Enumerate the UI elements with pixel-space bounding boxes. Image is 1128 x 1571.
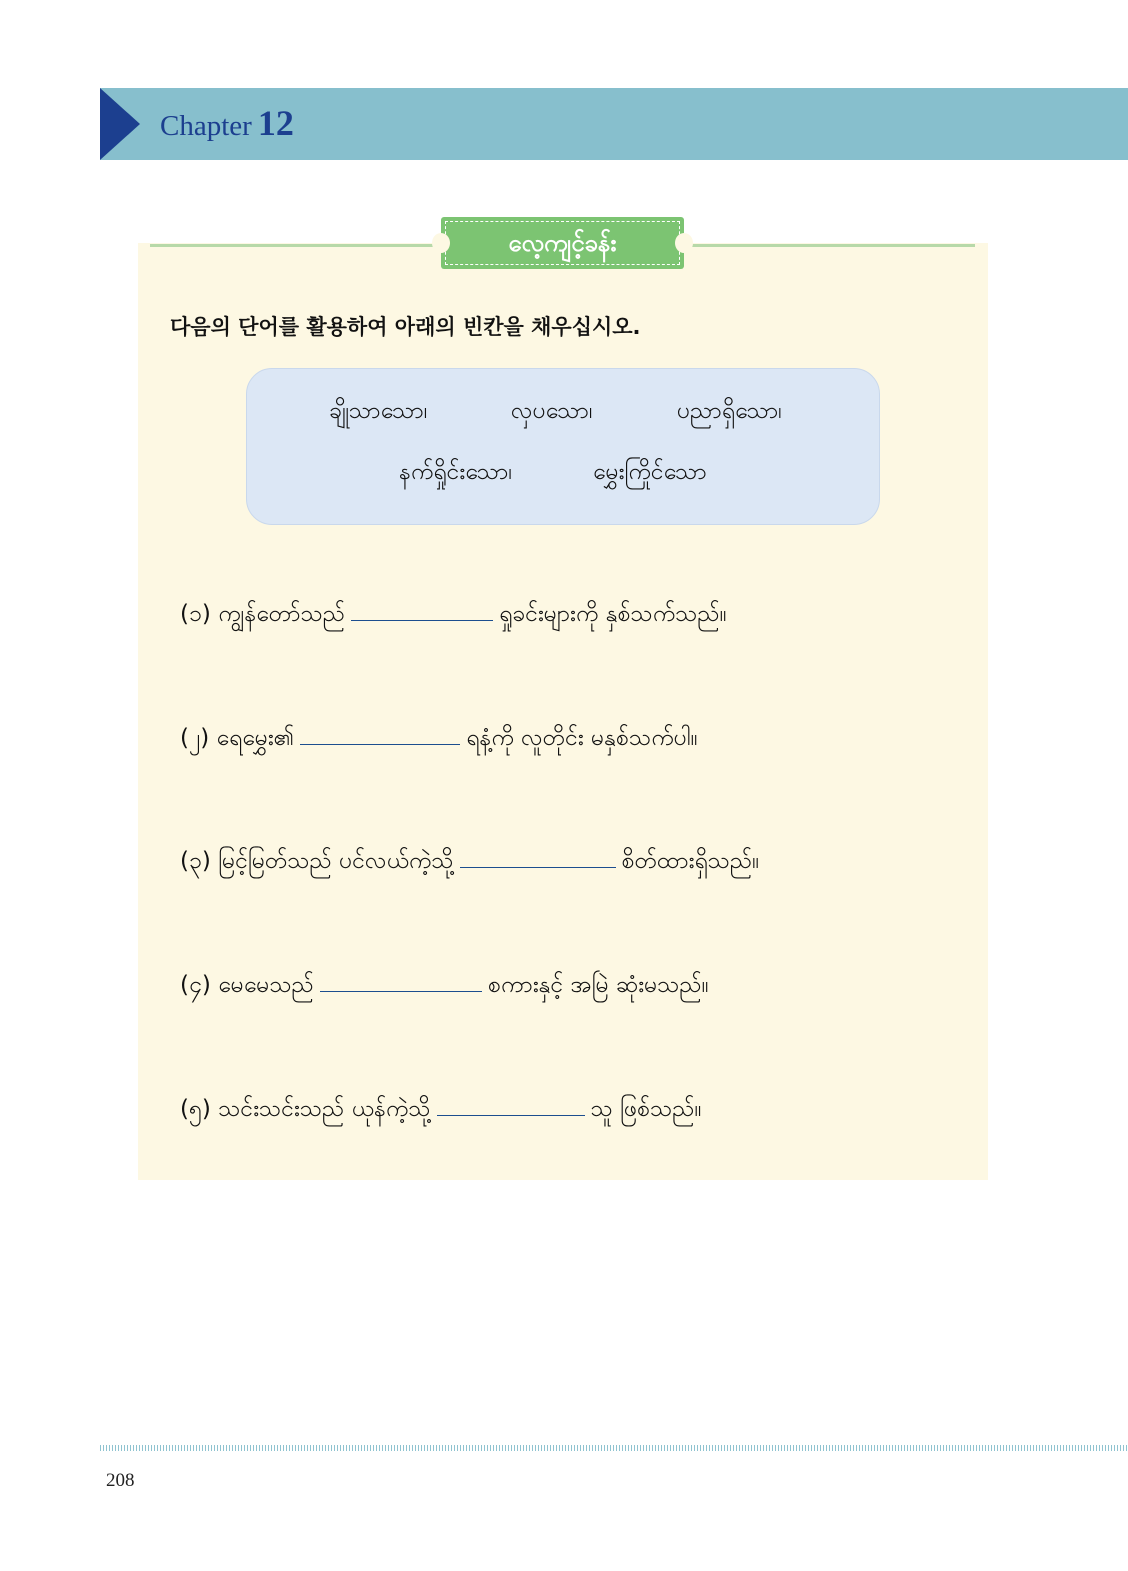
question-1-blank[interactable]: [351, 598, 493, 621]
question-3-before: (၃) မြင့်မြတ်သည် ပင်လယ်ကဲ့သို့: [180, 848, 454, 874]
question-2-blank[interactable]: [300, 722, 460, 745]
word-bank-item: ပညာရှိသော၊: [677, 398, 782, 424]
chapter-label: Chapter: [160, 110, 252, 142]
question-5-before: (၅) သင်းသင်းသည် ယုန်ကဲ့သို့: [180, 1096, 431, 1122]
word-bank-box: [246, 368, 880, 525]
question-5-blank[interactable]: [437, 1093, 585, 1116]
chapter-number: 12: [257, 103, 294, 143]
question-3: [180, 843, 759, 879]
word-bank-item: နက်ရှိုင်းသော၊: [399, 459, 513, 485]
question-5: [180, 1091, 702, 1127]
chapter-title: [160, 103, 294, 146]
word-bank-item: ချိုသာသော၊: [329, 398, 428, 424]
question-2-before: (၂) ရေမွှေး၏: [180, 725, 295, 751]
question-5-after: သူ ဖြစ်သည်။: [590, 1096, 702, 1122]
section-tag: [441, 217, 684, 269]
question-2-after: ရနံ့ကို လူတိုင်း မနှစ်သက်ပါ။: [466, 725, 698, 751]
question-4-blank[interactable]: [320, 969, 482, 992]
word-bank-item: လှပသော၊: [511, 398, 593, 424]
question-4-after: စကားနှင့် အမြဲ ဆုံးမသည်။: [487, 972, 709, 998]
question-4-before: (၄) မေမေသည်: [180, 972, 314, 998]
chapter-triangle-icon: [100, 88, 140, 160]
question-1-before: (၁) ကျွန်တော်သည်: [180, 601, 346, 627]
question-3-blank[interactable]: [460, 845, 616, 868]
question-1: [180, 596, 727, 632]
instruction-text: 다음의 단어를 활용하여 아래의 빈칸을 채우십시오.: [170, 315, 641, 339]
question-2: [180, 720, 698, 756]
question-4: [180, 967, 709, 1003]
question-1-after: ရှုခင်းများကို နှစ်သက်သည်။: [499, 601, 727, 627]
question-3-after: စိတ်ထားရှိသည်။: [621, 848, 760, 874]
section-tag-label: လေ့ကျင့်ခန်း: [508, 229, 617, 257]
footer-dotted-rule: [100, 1445, 1128, 1451]
word-bank-item: မွှေးကြိုင်သော: [593, 459, 707, 485]
page-number: 208: [106, 1470, 135, 1491]
